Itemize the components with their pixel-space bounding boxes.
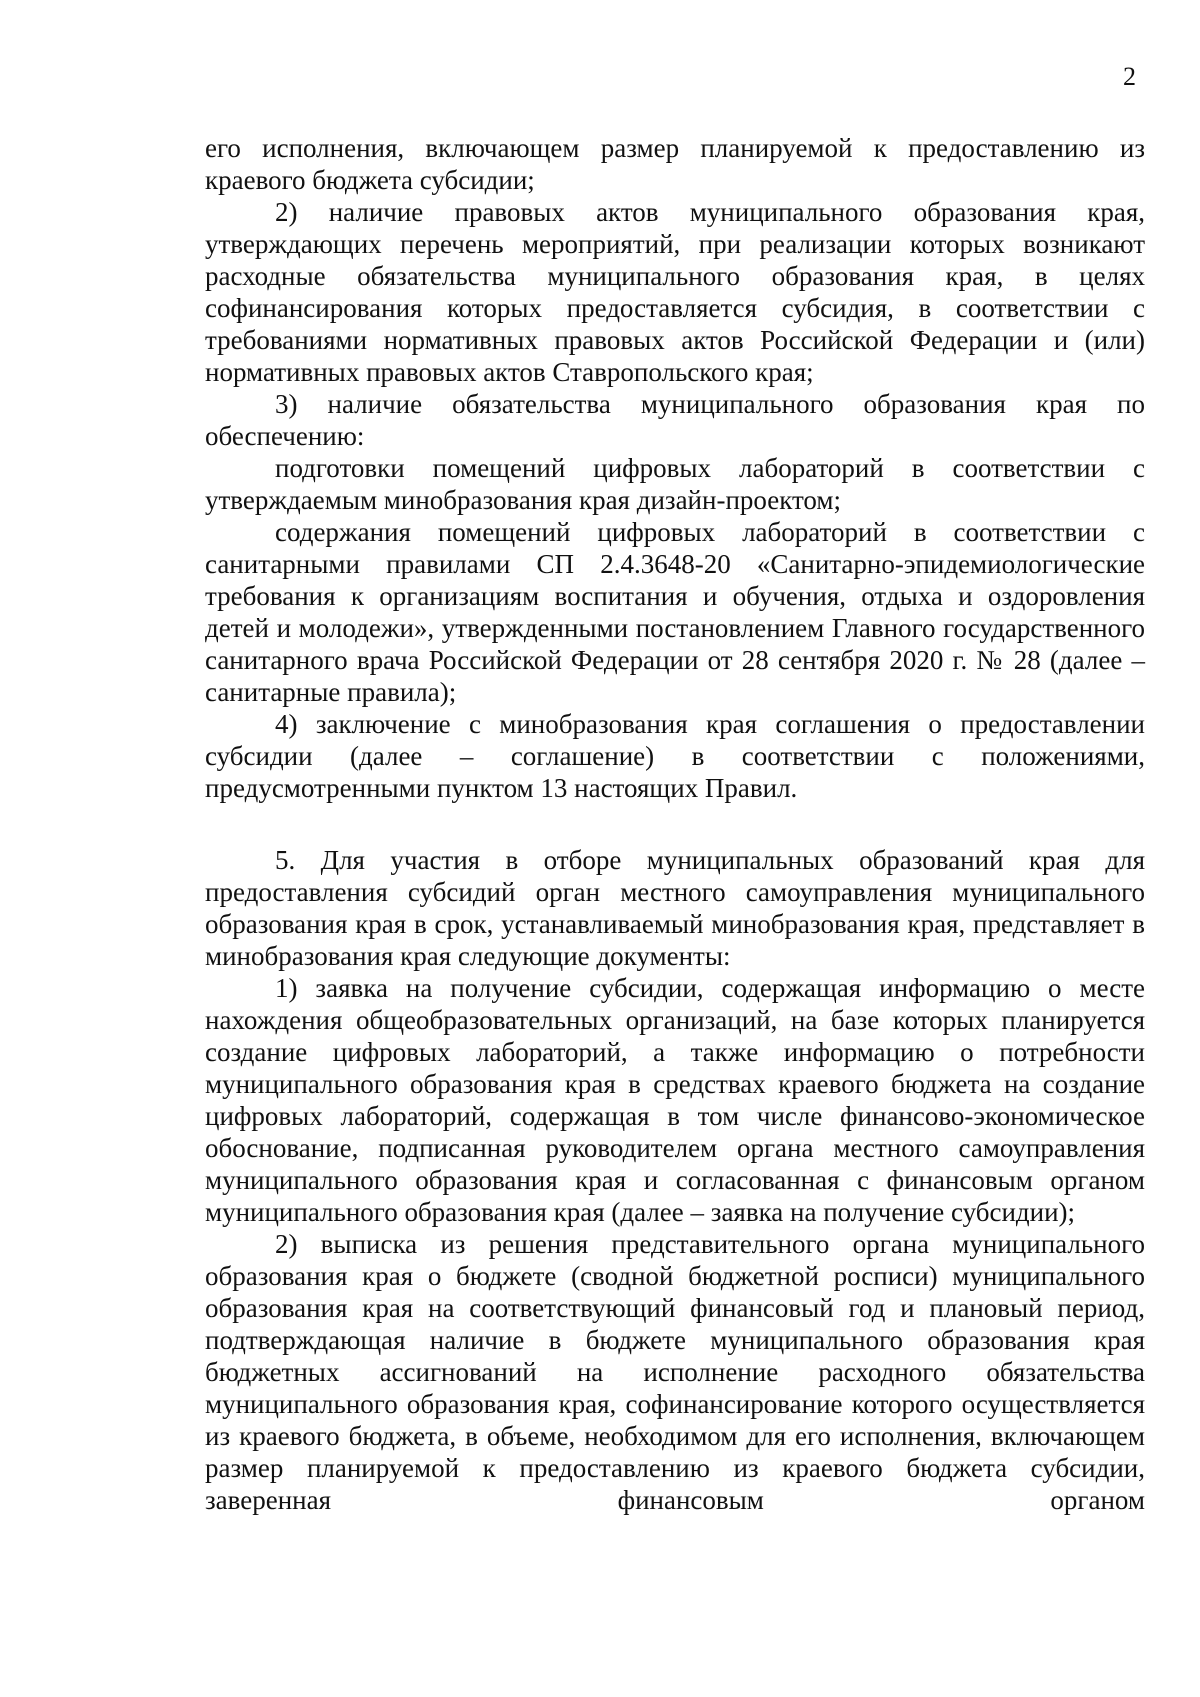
paragraph-item-2: 2) наличие правовых актов муниципального образования края, утверждающих перечень мероприятий, при реализации которых возникают расходные обязательства муниципального образования края, в целях софинансирования которых предоставляется субсидия, в соответствии с требованиями нормативных правовых актов Российской Федерации и (или) нормативных правовых актов Ставропольского края; [205, 197, 1145, 387]
paragraph-gap [205, 804, 1145, 844]
paragraph-sub-preparation: подготовки помещений цифровых лабораторий в соответствии с утверждаемым минобразования края дизайн-проектом; [205, 453, 1145, 515]
paragraph-continuation: его исполнения, включающем размер планируемой к предоставлению из краевого бюджета субсидии; [205, 133, 1145, 195]
paragraph-item-4: 4) заключение с минобразования края соглашения о предоставлении субсидии (далее – соглашение) в соответствии с положениями, предусмотренными пунктом 13 настоящих Правил. [205, 709, 1145, 803]
document-body [205, 132, 1145, 1516]
paragraph-section-5-item-2: 2) выписка из решения представительного органа муниципального образования края о бюджете (сводной бюджетной росписи) муниципального образования края на соответствующий финансовый год и плановый период, подтверждающая наличие в бюджете муниципального образования края бюджетных ассигнований на исполнение расходного обязательства муниципального образования края, софинансирование которого осуществляется из краевого бюджета, в объеме, необходимом для его исполнения, включающем размер планируемой к предоставлению из краевого бюджета субсидии, заверенная финансовым органом [205, 1229, 1145, 1515]
paragraph-sub-maintenance: содержания помещений цифровых лабораторий в соответствии с санитарными правилами СП 2.4.3648-20 «Санитарно-эпидемиологические требования к организациям воспитания и обучения, отдыха и оздоровления детей и молодежи», утвержденными постановлением Главного государственного санитарного врача Российской Федерации от 28 сентября 2020 г. № 28 (далее – санитарные правила); [205, 517, 1145, 707]
paragraph-section-5: 5. Для участия в отборе муниципальных образований края для предоставления субсидий орган местного самоуправления муниципального образования края в срок, устанавливаемый минобразования края, представляет в минобразования края следующие документы: [205, 845, 1145, 971]
paragraph-section-5-item-1: 1) заявка на получение субсидии, содержащая информацию о месте нахождения общеобразовательных организаций, на базе которых планируется создание цифровых лабораторий, а также информацию о потребности муниципального образования края в средствах краевого бюджета на создание цифровых лабораторий, содержащая в том числе финансово-экономическое обоснование, подписанная руководителем органа местного самоуправления муниципального образования края и согласованная с финансовым органом муниципального образования края (далее – заявка на получение субсидии); [205, 973, 1145, 1227]
page-number: 2 [1123, 62, 1136, 91]
paragraph-item-3: 3) наличие обязательства муниципального образования края по обеспечению: [205, 389, 1145, 451]
